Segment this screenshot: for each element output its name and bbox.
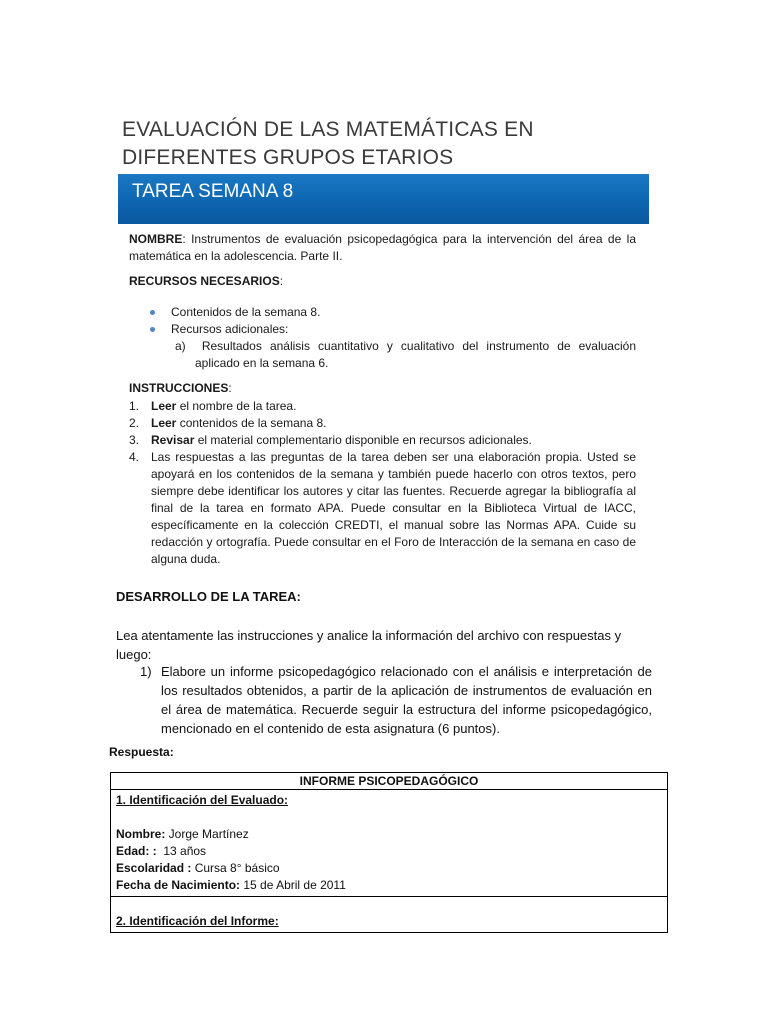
recursos-sub-item: a) Resultados análisis cuantitativo y cualitativo del instrumento de evaluación aplicado en la semana 6. — [175, 339, 636, 370]
question-1 — [140, 662, 652, 738]
field-nombre: Nombre: Jorge Martínez — [116, 827, 249, 841]
respuesta-label: Respuesta: — [109, 745, 174, 759]
list-item: Recursos adicionales: — [129, 321, 636, 338]
field-fecha-nacimiento: Fecha de Nacimiento: 15 de Abril de 2011 — [116, 878, 346, 892]
nombre-section — [129, 231, 636, 265]
identificacion-evaluado-cell — [111, 790, 668, 897]
recursos-heading: RECURSOS NECESARIOS: — [129, 274, 284, 288]
banner-title: TAREA SEMANA 8 — [132, 181, 294, 202]
instrucciones-list — [129, 398, 636, 568]
instrucciones-label: INSTRUCCIONES — [129, 381, 229, 395]
nombre-label: NOMBRE — [129, 232, 183, 246]
list-item: 4. Las respuestas a las preguntas de la tarea deben ser una elaboración propia. Usted se apoyará en los contenidos de la semana y también puede hacerlo con otros textos, pero siempre debe identificar los autores y citar las fuentes. Recuerde agregar la bibliografía al final de la tarea en formato APA. Puede consultar en la Biblioteca Virtual de IACC, específicamente en la colección CREDTI, el manual sobre las Normas APA. Cuide su redacción y ortografía. Puede consultar en el Foro de Interacción de la semana en caso de alguna duda. — [129, 450, 636, 566]
recursos-list — [129, 304, 636, 372]
recursos-label: RECURSOS NECESARIOS — [129, 274, 280, 288]
desarrollo-intro: Lea atentamente las instrucciones y analice la información del archivo con respuestas y luego: — [116, 628, 622, 662]
nombre-text: : Instrumentos de evaluación psicopedagógica para la intervención del área de la matemática en la adolescencia. Parte II. — [129, 232, 636, 263]
question-text: Elabore un informe psicopedagógico relacionado con el análisis e interpretación de los resultados obtenidos, a partir de la aplicación de instrumentos de evaluación en el área de matemática. Recuerde seguir la estructura del informe psicopedagógico, mencionado en el contenido de esta asignatura (6 puntos). — [161, 664, 652, 736]
list-item: 1. Leer el nombre de la tarea. — [129, 399, 297, 413]
list-item: 2. Leer contenidos de la semana 8. — [129, 416, 327, 430]
section-title: 1. Identificación del Evaluado: — [116, 793, 289, 807]
field-escolaridad: Escolaridad : Cursa 8° básico — [116, 861, 280, 875]
task-banner — [118, 174, 649, 224]
list-item: Contenidos de la semana 8. — [129, 304, 636, 321]
list-item: 3. Revisar el material complementario disponible en recursos adicionales. — [129, 433, 532, 447]
document-title: EVALUACIÓN DE LAS MATEMÁTICAS EN DIFERENTES GRUPOS ETARIOS — [122, 118, 534, 169]
informe-table — [110, 772, 668, 933]
desarrollo-heading: DESARROLLO DE LA TAREA: — [116, 589, 301, 604]
question-number: 1) — [140, 664, 152, 679]
identificacion-informe-cell — [111, 897, 668, 933]
field-edad: Edad: : 13 años — [116, 844, 207, 858]
section-title: 2. Identificación del Informe: — [116, 914, 279, 928]
instrucciones-heading: INSTRUCCIONES: — [129, 381, 232, 395]
informe-header: INFORME PSICOPEDAGÓGICO — [111, 773, 668, 790]
